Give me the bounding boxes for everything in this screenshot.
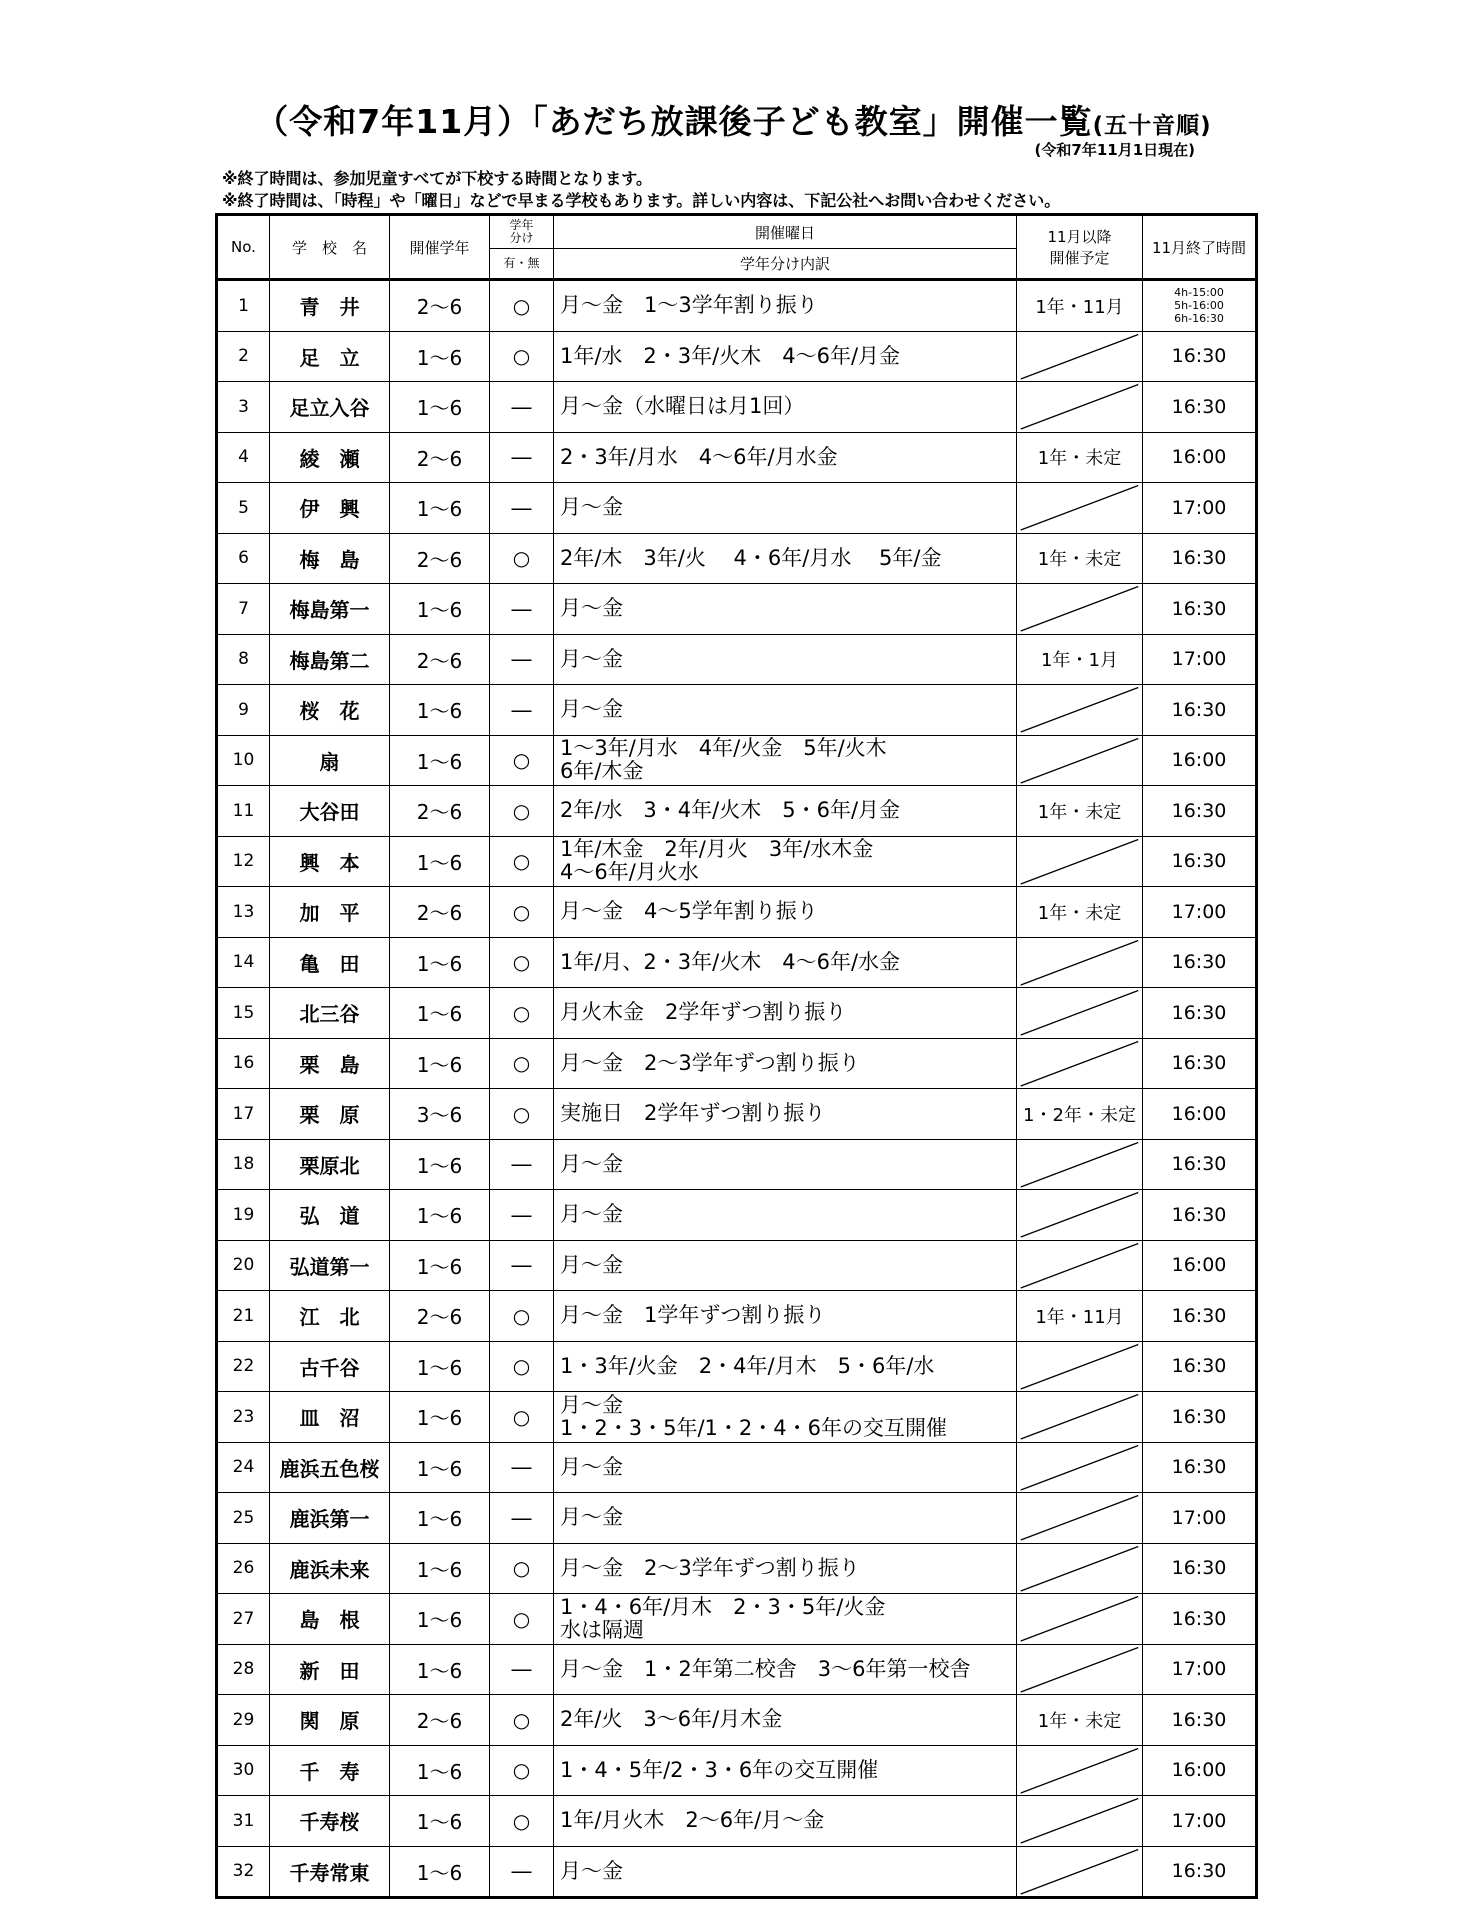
row-number: 26 — [217, 1543, 270, 1594]
planned-empty-slash — [1017, 1846, 1143, 1898]
school-name: 足立入谷 — [270, 382, 390, 433]
end-time: 16:30 — [1143, 331, 1257, 382]
school-name: 島 根 — [270, 1594, 390, 1645]
row-number: 24 — [217, 1442, 270, 1493]
schedule: 1・3年/火金 2・4年/月木 5・6年/水 — [554, 1341, 1017, 1392]
schedule: 月～金 1学年ずつ割り振り — [554, 1291, 1017, 1342]
school-name: 北三谷 — [270, 988, 390, 1039]
school-name: 栗 原 — [270, 1089, 390, 1140]
grade-split: ○ — [490, 1341, 554, 1392]
grade-split: ○ — [490, 1695, 554, 1746]
row-number: 1 — [217, 280, 270, 332]
end-time: 17:00 — [1143, 1796, 1257, 1847]
table-row — [217, 584, 1257, 635]
schedule: 月～金 2～3学年ずつ割り振り — [554, 1543, 1017, 1594]
table-row — [217, 1341, 1257, 1392]
grades: 1～6 — [390, 735, 490, 786]
school-name: 鹿浜五色桜 — [270, 1442, 390, 1493]
end-time: 16:30 — [1143, 1341, 1257, 1392]
row-number: 15 — [217, 988, 270, 1039]
end-time: 16:30 — [1143, 533, 1257, 584]
row-number: 10 — [217, 735, 270, 786]
row-number: 14 — [217, 937, 270, 988]
row-number: 16 — [217, 1038, 270, 1089]
grade-split: ― — [490, 1846, 554, 1898]
table-header — [217, 215, 1257, 280]
grades: 1～6 — [390, 1139, 490, 1190]
table-row — [217, 533, 1257, 584]
grade-split: ― — [490, 634, 554, 685]
grade-split: ○ — [490, 786, 554, 837]
row-number: 7 — [217, 584, 270, 635]
grades: 1～6 — [390, 1190, 490, 1241]
planned: 1年・未定 — [1017, 432, 1143, 483]
row-number: 30 — [217, 1745, 270, 1796]
planned: 1年・1月 — [1017, 634, 1143, 685]
row-number: 20 — [217, 1240, 270, 1291]
end-time: 16:30 — [1143, 1846, 1257, 1898]
end-time: 16:30 — [1143, 1038, 1257, 1089]
grade-split: ― — [490, 483, 554, 534]
end-time: 16:30 — [1143, 1543, 1257, 1594]
note-2: ※終了時間は、「時程」や「曜日」などで早まる学校もあります。詳しい内容は、下記公社へお問い合わせください。 — [222, 191, 1061, 210]
end-time: 16:30 — [1143, 836, 1257, 887]
school-name: 弘道第一 — [270, 1240, 390, 1291]
grades: 2～6 — [390, 887, 490, 938]
grades: 1～6 — [390, 1038, 490, 1089]
as-of-date: (令和7年11月1日現在) — [1034, 141, 1195, 159]
grades: 1～6 — [390, 382, 490, 433]
grades: 1～6 — [390, 937, 490, 988]
school-name: 梅 島 — [270, 533, 390, 584]
row-number: 13 — [217, 887, 270, 938]
header-split-yesno: 有・無 — [490, 249, 554, 280]
grades: 1～6 — [390, 1240, 490, 1291]
table-row — [217, 382, 1257, 433]
schedule: 月～金 — [554, 685, 1017, 736]
grade-split: ― — [490, 1493, 554, 1544]
grade-split: ○ — [490, 1745, 554, 1796]
planned-empty-slash — [1017, 584, 1143, 635]
grades: 1～6 — [390, 1392, 490, 1443]
row-number: 22 — [217, 1341, 270, 1392]
school-name: 栗原北 — [270, 1139, 390, 1190]
planned-empty-slash — [1017, 937, 1143, 988]
table-body — [217, 280, 1257, 1898]
table-row — [217, 1291, 1257, 1342]
planned: 1年・11月 — [1017, 1291, 1143, 1342]
grade-split: ○ — [490, 1796, 554, 1847]
schedule: 月～金 — [554, 1442, 1017, 1493]
planned-empty-slash — [1017, 483, 1143, 534]
table-row — [217, 432, 1257, 483]
planned-empty-slash — [1017, 1038, 1143, 1089]
end-time: 16:00 — [1143, 1240, 1257, 1291]
grades: 1～6 — [390, 1543, 490, 1594]
grades: 1～6 — [390, 836, 490, 887]
grade-split: ― — [490, 685, 554, 736]
schedule: 1年/月、2・3年/火木 4～6年/水金 — [554, 937, 1017, 988]
planned-empty-slash — [1017, 1796, 1143, 1847]
end-time: 16:30 — [1143, 988, 1257, 1039]
table-row — [217, 1442, 1257, 1493]
grade-split: ○ — [490, 1594, 554, 1645]
table-row — [217, 685, 1257, 736]
schedule: 1年/月火木 2～6年/月～金 — [554, 1796, 1017, 1847]
note-1: ※終了時間は、参加児童すべてが下校する時間となります。 — [222, 169, 652, 188]
grade-split: ○ — [490, 735, 554, 786]
schedule-table — [215, 213, 1258, 1899]
grades: 1～6 — [390, 1493, 490, 1544]
planned-empty-slash — [1017, 685, 1143, 736]
row-number: 4 — [217, 432, 270, 483]
grades: 1～6 — [390, 685, 490, 736]
grades: 2～6 — [390, 280, 490, 332]
grades: 2～6 — [390, 786, 490, 837]
schedule: 月～金 4～5学年割り振り — [554, 887, 1017, 938]
schedule: 月～金 — [554, 634, 1017, 685]
row-number: 19 — [217, 1190, 270, 1241]
planned-empty-slash — [1017, 988, 1143, 1039]
table-row — [217, 483, 1257, 534]
grade-split: ○ — [490, 533, 554, 584]
grades: 3～6 — [390, 1089, 490, 1140]
school-name: 伊 興 — [270, 483, 390, 534]
planned-empty-slash — [1017, 1240, 1143, 1291]
end-time: 4h-15:00 5h-16:00 6h-16:30 — [1143, 280, 1257, 332]
header-planned: 11月以降 開催予定 — [1017, 215, 1143, 280]
grade-split: ― — [490, 584, 554, 635]
schedule: 月～金 — [554, 483, 1017, 534]
end-time: 17:00 — [1143, 887, 1257, 938]
planned: 1年・未定 — [1017, 533, 1143, 584]
grade-split: ○ — [490, 836, 554, 887]
row-number: 27 — [217, 1594, 270, 1645]
schedule: 月～金 — [554, 1846, 1017, 1898]
school-name: 興 本 — [270, 836, 390, 887]
table-row — [217, 836, 1257, 887]
table-row — [217, 1594, 1257, 1645]
row-number: 18 — [217, 1139, 270, 1190]
planned: 1年・11月 — [1017, 280, 1143, 332]
grades: 2～6 — [390, 1695, 490, 1746]
end-time: 17:00 — [1143, 1493, 1257, 1544]
header-end-time: 11月終了時間 — [1143, 215, 1257, 280]
schedule: 月～金 — [554, 584, 1017, 635]
grades: 1～6 — [390, 1341, 490, 1392]
grade-split: ○ — [490, 1038, 554, 1089]
grades: 2～6 — [390, 634, 490, 685]
table-row — [217, 1644, 1257, 1695]
grade-split: ○ — [490, 280, 554, 332]
schedule: 月～金（水曜日は月1回） — [554, 382, 1017, 433]
grade-split: ― — [490, 382, 554, 433]
schedule: 実施日 2学年ずつ割り振り — [554, 1089, 1017, 1140]
planned: 1年・未定 — [1017, 1695, 1143, 1746]
header-days-breakdown: 学年分け内訳 — [554, 249, 1017, 280]
end-time: 16:30 — [1143, 1139, 1257, 1190]
row-number: 2 — [217, 331, 270, 382]
grade-split: ― — [490, 432, 554, 483]
schedule: 1・4・5年/2・3・6年の交互開催 — [554, 1745, 1017, 1796]
planned-empty-slash — [1017, 735, 1143, 786]
school-name: 梅島第一 — [270, 584, 390, 635]
planned-empty-slash — [1017, 331, 1143, 382]
title-main: （令和7年11月）「あだち放課後子ども教室」開催一覧 — [255, 102, 1093, 141]
schedule: 2年/水 3・4年/火木 5・6年/月金 — [554, 786, 1017, 837]
grade-split: ○ — [490, 988, 554, 1039]
school-name: 古千谷 — [270, 1341, 390, 1392]
grades: 1～6 — [390, 331, 490, 382]
grade-split: ○ — [490, 887, 554, 938]
grade-split: ― — [490, 1442, 554, 1493]
row-number: 21 — [217, 1291, 270, 1342]
schedule: 2・3年/月水 4～6年/月水金 — [554, 432, 1017, 483]
schedule: 1・4・6年/月木 2・3・5年/火金 水は隔週 — [554, 1594, 1017, 1645]
row-number: 12 — [217, 836, 270, 887]
planned-empty-slash — [1017, 1543, 1143, 1594]
grades: 1～6 — [390, 1594, 490, 1645]
table-row — [217, 331, 1257, 382]
table-row — [217, 1392, 1257, 1443]
row-number: 5 — [217, 483, 270, 534]
header-no: No. — [217, 215, 270, 280]
grade-split: ○ — [490, 937, 554, 988]
schedule: 月～金 1・2・3・5年/1・2・4・6年の交互開催 — [554, 1392, 1017, 1443]
row-number: 11 — [217, 786, 270, 837]
planned-empty-slash — [1017, 1190, 1143, 1241]
table-row — [217, 1796, 1257, 1847]
end-time: 16:30 — [1143, 1442, 1257, 1493]
school-name: 関 原 — [270, 1695, 390, 1746]
grades: 1～6 — [390, 1442, 490, 1493]
grades: 1～6 — [390, 483, 490, 534]
table-row — [217, 634, 1257, 685]
school-name: 桜 花 — [270, 685, 390, 736]
grades: 1～6 — [390, 1644, 490, 1695]
school-name: 江 北 — [270, 1291, 390, 1342]
grades: 1～6 — [390, 1846, 490, 1898]
schedule: 月～金 — [554, 1139, 1017, 1190]
end-time: 17:00 — [1143, 634, 1257, 685]
planned-empty-slash — [1017, 1392, 1143, 1443]
schedule: 1～3年/月水 4年/火金 5年/火木 6年/木金 — [554, 735, 1017, 786]
schedule: 月～金 — [554, 1240, 1017, 1291]
school-name: 千 寿 — [270, 1745, 390, 1796]
table-row — [217, 280, 1257, 332]
planned: 1年・未定 — [1017, 887, 1143, 938]
grades: 2～6 — [390, 533, 490, 584]
school-name: 青 井 — [270, 280, 390, 332]
grades: 1～6 — [390, 584, 490, 635]
title-sub: (五十音順) — [1092, 113, 1212, 139]
row-number: 31 — [217, 1796, 270, 1847]
table-row — [217, 1139, 1257, 1190]
school-name: 弘 道 — [270, 1190, 390, 1241]
table-row — [217, 1745, 1257, 1796]
grade-split: ○ — [490, 1543, 554, 1594]
table-row — [217, 735, 1257, 786]
row-number: 25 — [217, 1493, 270, 1544]
planned-empty-slash — [1017, 1745, 1143, 1796]
grade-split: ― — [490, 1240, 554, 1291]
planned-empty-slash — [1017, 1493, 1143, 1544]
grade-split: ○ — [490, 1089, 554, 1140]
header-days: 開催曜日 — [554, 215, 1017, 249]
school-name: 鹿浜第一 — [270, 1493, 390, 1544]
planned-empty-slash — [1017, 1341, 1143, 1392]
table-row — [217, 1543, 1257, 1594]
end-time: 16:00 — [1143, 1089, 1257, 1140]
grade-split: ― — [490, 1644, 554, 1695]
table-row — [217, 1846, 1257, 1898]
grade-split: ○ — [490, 331, 554, 382]
school-name: 梅島第二 — [270, 634, 390, 685]
end-time: 16:30 — [1143, 584, 1257, 635]
table-row — [217, 1695, 1257, 1746]
planned-empty-slash — [1017, 1442, 1143, 1493]
school-name: 加 平 — [270, 887, 390, 938]
end-time: 17:00 — [1143, 1644, 1257, 1695]
row-number: 28 — [217, 1644, 270, 1695]
school-name: 足 立 — [270, 331, 390, 382]
planned-empty-slash — [1017, 1139, 1143, 1190]
grade-split: ― — [490, 1139, 554, 1190]
school-name: 千寿桜 — [270, 1796, 390, 1847]
planned-empty-slash — [1017, 836, 1143, 887]
end-time: 16:30 — [1143, 1594, 1257, 1645]
table-row — [217, 1089, 1257, 1140]
grades: 1～6 — [390, 1796, 490, 1847]
school-name: 新 田 — [270, 1644, 390, 1695]
planned-empty-slash — [1017, 382, 1143, 433]
grades: 1～6 — [390, 988, 490, 1039]
schedule: 月～金 2～3学年ずつ割り振り — [554, 1038, 1017, 1089]
row-number: 8 — [217, 634, 270, 685]
row-number: 3 — [217, 382, 270, 433]
school-name: 扇 — [270, 735, 390, 786]
table-row — [217, 887, 1257, 938]
end-time: 16:30 — [1143, 1291, 1257, 1342]
row-number: 32 — [217, 1846, 270, 1898]
grade-split: ○ — [490, 1291, 554, 1342]
schedule: 月～金 1・2年第二校舎 3～6年第一校舎 — [554, 1644, 1017, 1695]
end-time: 16:30 — [1143, 1392, 1257, 1443]
school-name: 千寿常東 — [270, 1846, 390, 1898]
table-row — [217, 1038, 1257, 1089]
table-row — [217, 1493, 1257, 1544]
school-name: 綾 瀬 — [270, 432, 390, 483]
school-name: 栗 島 — [270, 1038, 390, 1089]
row-number: 17 — [217, 1089, 270, 1140]
end-time: 17:00 — [1143, 483, 1257, 534]
school-name: 鹿浜未来 — [270, 1543, 390, 1594]
end-time: 16:30 — [1143, 786, 1257, 837]
table-row — [217, 988, 1257, 1039]
schedule: 1年/水 2・3年/火木 4～6年/月金 — [554, 331, 1017, 382]
header-split: 学年 分け — [490, 215, 554, 249]
end-time: 16:30 — [1143, 1695, 1257, 1746]
end-time: 16:30 — [1143, 1190, 1257, 1241]
page-title — [0, 96, 1467, 143]
end-time: 16:30 — [1143, 382, 1257, 433]
end-time: 16:30 — [1143, 685, 1257, 736]
school-name: 亀 田 — [270, 937, 390, 988]
header-grades: 開催学年 — [390, 215, 490, 280]
planned-empty-slash — [1017, 1594, 1143, 1645]
table-row — [217, 937, 1257, 988]
schedule: 2年/火 3～6年/月木金 — [554, 1695, 1017, 1746]
end-time: 16:30 — [1143, 937, 1257, 988]
row-number: 9 — [217, 685, 270, 736]
grade-split: ― — [490, 1190, 554, 1241]
schedule: 1年/木金 2年/月火 3年/水木金 4～6年/月火水 — [554, 836, 1017, 887]
table-row — [217, 1240, 1257, 1291]
planned-empty-slash — [1017, 1644, 1143, 1695]
end-time: 16:00 — [1143, 1745, 1257, 1796]
grade-split: ○ — [490, 1392, 554, 1443]
grades: 2～6 — [390, 432, 490, 483]
schedule: 2年/木 3年/火 4・6年/月水 5年/金 — [554, 533, 1017, 584]
school-name: 皿 沼 — [270, 1392, 390, 1443]
planned: 1年・未定 — [1017, 786, 1143, 837]
school-name: 大谷田 — [270, 786, 390, 837]
row-number: 6 — [217, 533, 270, 584]
row-number: 23 — [217, 1392, 270, 1443]
grades: 1～6 — [390, 1745, 490, 1796]
schedule: 月～金 — [554, 1190, 1017, 1241]
table-row — [217, 1190, 1257, 1241]
end-time: 16:00 — [1143, 432, 1257, 483]
schedule: 月～金 1～3学年割り振り — [554, 280, 1017, 332]
row-number: 29 — [217, 1695, 270, 1746]
grades: 2～6 — [390, 1291, 490, 1342]
schedule: 月～金 — [554, 1493, 1017, 1544]
planned: 1・2年・未定 — [1017, 1089, 1143, 1140]
end-time: 16:00 — [1143, 735, 1257, 786]
schedule: 月火木金 2学年ずつ割り振り — [554, 988, 1017, 1039]
header-school: 学 校 名 — [270, 215, 390, 280]
table-row — [217, 786, 1257, 837]
